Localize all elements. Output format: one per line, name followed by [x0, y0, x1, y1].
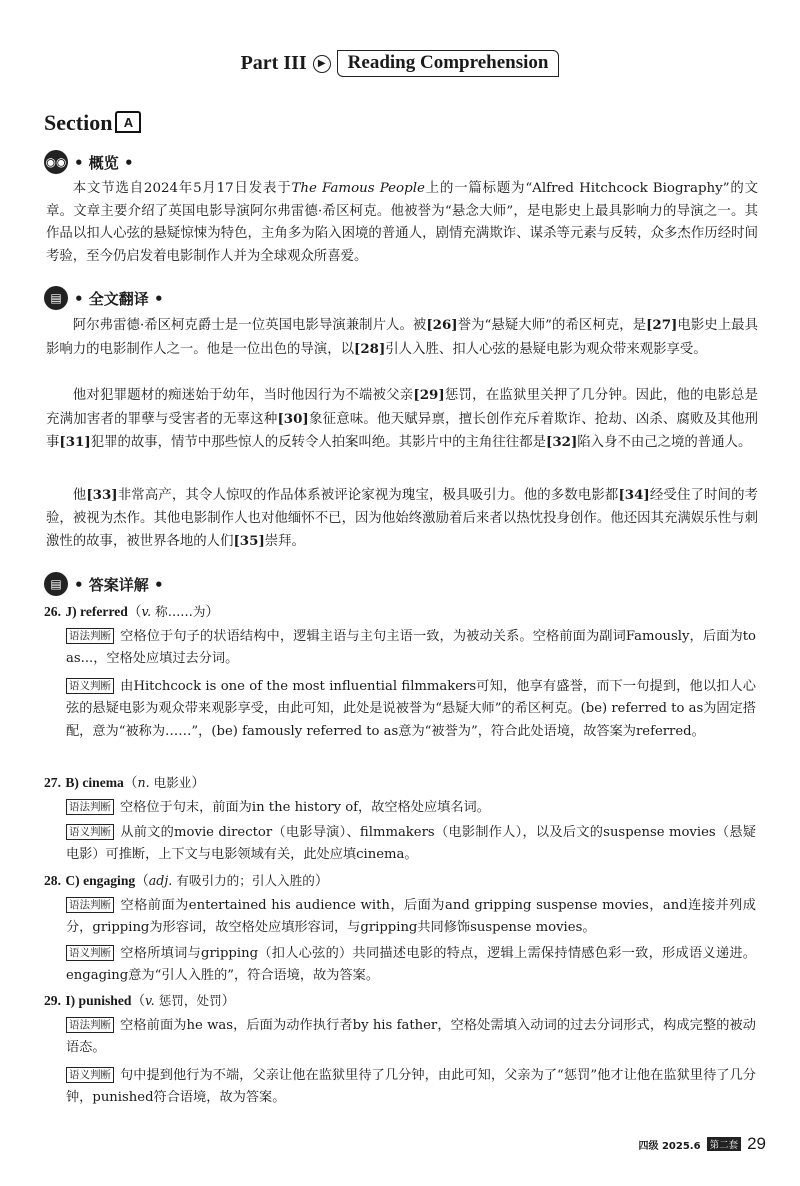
speech-bubble-icon: ▤: [44, 286, 68, 310]
speech-bubble-icon: ▤: [44, 572, 68, 596]
question-29-answer: 29. I) punished（v. 惩罚，处罚）: [44, 993, 236, 1009]
question-27-meaning: 语义判断 从前文的movie director（电影导演）、filmmakers（电影制作人），以及后文的suspense movies（悬疑电影）可推断，上下文与电影领域有关，此处应填cinema。: [66, 825, 756, 863]
section-word: Section: [44, 110, 113, 135]
answers-heading-text: • 答案详解 •: [74, 575, 164, 594]
translation-paragraph-3: 他[33]非常高产，其令人惊叹的作品体系被评论家视为瑰宝，极具吸引力。他的多数电影都[34]经受住了时间的考验，被视为杰作。其他电影制作人也对他缅怀不已，因为他始终激励着后来者以热忱投身创作。他还因其充满娱乐性与刺激性的故事，被世界各地的人们[35]崇拜。: [46, 487, 758, 550]
translation-heading: [44, 286, 164, 310]
question-26-grammar: 语法判断 空格位于句子的状语结构中，逻辑主语与主句主语一致，为被动关系。空格前面为副词Famously，后面为to as...，空格处应填过去分词。: [66, 629, 756, 667]
meaning-tag: 语义判断: [66, 1067, 114, 1083]
meaning-tag: 语义判断: [66, 945, 114, 961]
question-26-answer: 26. J) referred（v. 称……为）: [44, 604, 220, 620]
part-label: Part III: [240, 52, 307, 74]
answers-heading: [44, 572, 164, 596]
section-heading: [44, 110, 141, 136]
part-header: [0, 50, 800, 77]
question-27-grammar: 语法判断 空格位于句末，前面为in the history of，故空格处应填名词。: [66, 797, 756, 819]
page-footer: [638, 1134, 766, 1154]
overview-heading-text: • 概览 •: [74, 153, 134, 172]
translation-paragraph-1: 阿尔弗雷德·希区柯克爵士是一位英国电影导演兼制片人。被[26]誉为“悬疑大师”的希区柯克，是[27]电影史上最具影响力的电影制作人之一。他是一位出色的导演，以[28]引人入胜、扣人心弦的悬疑电影为观众带来观影享受。: [46, 317, 758, 357]
grammar-tag: 语法判断: [66, 799, 114, 815]
question-26-meaning: 语义判断 由Hitchcock is one of the most influential filmmakers可知，他享有盛誉，而下一句提到，他以扣人心弦的悬疑电影为观众带来观影享受，由此可知，此处是说被誉为“悬疑大师”的希区柯克。(be) referred to as为固定搭配，意为“被称为……”，(be) famously referred to as意为“被誉为”，符合此处语境，故答案为referred。: [66, 679, 756, 739]
question-28-grammar: 语法判断 空格前面为entertained his audience with，后面为and gripping suspense movies，and连接并列成分，gripping为形容词，故空格处应填形容词，与gripping共同修饰suspense movies。: [66, 898, 756, 936]
meaning-tag: 语义判断: [66, 824, 114, 840]
page-number: 29: [747, 1134, 766, 1153]
overview-heading: [44, 150, 134, 174]
question-28-meaning: 语义判断 空格所填词与gripping（扣人心弦的）共同描述电影的特点，逻辑上需保持情感色彩一致，形成语义递进。engaging意为“引人入胜的”，符合语境，故为答案。: [66, 946, 756, 984]
question-27-answer: 27. B) cinema（n. 电影业）: [44, 775, 205, 791]
grammar-tag: 语法判断: [66, 628, 114, 644]
grammar-tag: 语法判断: [66, 1017, 114, 1033]
volume-badge: 第二套: [707, 1137, 742, 1151]
part-title: Reading Comprehension: [337, 50, 560, 77]
overview-paragraph: 本文节选自2024年5月17日发表于The Famous People上的一篇标题为“Alfred Hitchcock Biography”的文章。文章主要介绍了英国电影导演阿尔弗雷德·希区柯克。他被誉为“悬念大师”，是电影史上最具影响力的导演之一。其作品以扣人心弦的悬疑惊悚为特色，主角多为陷入困境的普通人，剧情充满欺诈、谋杀等元素与反转，众多杰作历经时间考验，至今仍启发着电影制作人并为全球观众所喜爱。: [46, 181, 758, 264]
translation-heading-text: • 全文翻译 •: [74, 289, 164, 308]
question-29-meaning: 语义判断 句中提到他行为不端，父亲让他在监狱里待了几分钟，由此可知，父亲为了“惩罚”他才让他在监狱里待了几分钟，punished符合语境，故为答案。: [66, 1068, 756, 1106]
section-letter: A: [115, 111, 141, 133]
glasses-icon: ◉◉: [44, 150, 68, 174]
question-28-answer: 28. C) engaging（adj. 有吸引力的；引人入胜的）: [44, 873, 329, 889]
chevron-right-icon: ▶: [313, 55, 331, 73]
question-29-grammar: 语法判断 空格前面为he was，后面为动作执行者by his father，空格处需填入动词的过去分词形式，构成完整的被动语态。: [66, 1018, 756, 1056]
grammar-tag: 语法判断: [66, 897, 114, 913]
translation-paragraph-2: 他对犯罪题材的痴迷始于幼年，当时他因行为不端被父亲[29]惩罚，在监狱里关押了几分钟。因此，他的电影总是充满加害者的罪孽与受害者的无辜这种[30]象征意味。他天赋异禀，擅长创作充斥着欺诈、抢劫、凶杀、腐败及其他刑事[31]犯罪的故事，情节中那些惊人的反转令人拍案叫绝。其影片中的主角往往都是[32]陷入身不由己之境的普通人。: [46, 387, 759, 451]
meaning-tag: 语义判断: [66, 678, 114, 694]
edition-label: 四级 2025.6: [638, 1140, 701, 1152]
